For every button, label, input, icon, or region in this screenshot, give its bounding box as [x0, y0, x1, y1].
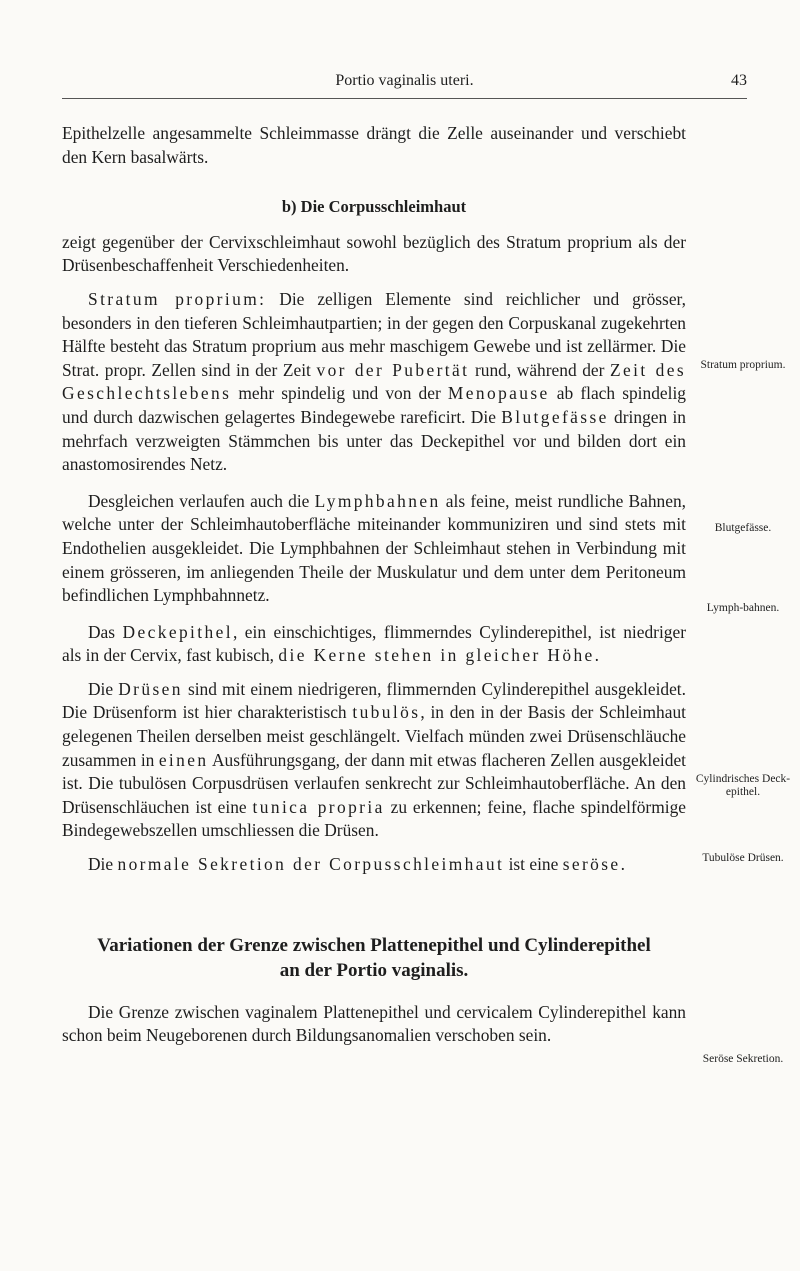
- page-header: [62, 70, 747, 99]
- emphasized-text: seröse: [562, 854, 621, 875]
- text-run: , ein einschichtiges, flimmerndes Cylinderepithel, ist niedriger als in der Cervix, fast kubisch,: [62, 621, 686, 666]
- emphasized-text: Lymphbahnen: [314, 490, 441, 511]
- page-number: 43: [731, 72, 747, 89]
- paragraph-grenze: Die Grenze zwischen vaginalem Plattenepithel und cervicalem Cylinderepithel kann schon beim Neugeborenen durch Bildungsanomalien verschoben sein.: [62, 1001, 686, 1046]
- paragraph-deckepithel: [62, 621, 686, 668]
- emphasized-text: Blutgefässe: [501, 406, 609, 427]
- emphasized-text: Stratum proprium:: [88, 288, 267, 309]
- emphasized-text: normale Sekretion der Corpusschleimhaut: [117, 854, 505, 875]
- emphasized-text: einen: [158, 749, 209, 770]
- margin-note-sekretion: Seröse Sekretion.: [702, 1053, 784, 1065]
- emphasized-text: Menopause: [447, 383, 550, 404]
- section-title: [62, 933, 686, 983]
- margin-note-druesen: Tubulöse Drüsen.: [702, 852, 784, 864]
- text-run: Die: [88, 854, 118, 875]
- paragraph-druesen: [62, 678, 686, 843]
- margin-note-blutgefaesse: Blutgefässe.: [714, 522, 772, 534]
- margin-note-lymphbahnen: Lymph-bahnen.: [706, 602, 780, 614]
- text-run: ab flach spindelig und durch dazwischen gelagertes Bindegewebe rareficirt. Die: [62, 383, 686, 427]
- text-run: .: [620, 854, 625, 875]
- text-run: mehr spindelig und von der: [231, 383, 448, 404]
- text-run: ist eine: [504, 854, 563, 875]
- emphasized-text: Drüsen: [118, 678, 183, 699]
- paragraph-lymphbahnen: [62, 490, 686, 608]
- emphasized-text: tunica propria: [252, 796, 385, 817]
- body-text: [62, 122, 686, 1048]
- text-run: zu erkennen; feine, flache spindelförmige Bindegewebszellen umschliessen die Drüsen.: [62, 796, 686, 841]
- paragraph-stratum-proprium: [62, 288, 686, 477]
- section-title-line-1: Variationen der Grenze zwischen Plattenepithel und Cylinderepithel: [97, 934, 651, 956]
- text-run: Ausführungsgang, der dann mit etwas flacheren Zellen ausgekleidet ist. Die tubulösen Corpusdrüsen verlaufen senkrecht zur Schleimhautoberfläche. An den Drüsenschläuchen ist eine: [62, 749, 686, 817]
- paragraph-corpus: zeigt gegenüber der Cervixschleimhaut sowohl bezüglich des Stratum proprium als der Drüsenbeschaffenheit Verschiedenheiten.: [62, 231, 686, 276]
- text-run: dringen in mehrfach verzweigten Stämmchen bis unter das Deckepithel vor und bilden dort ein anastomosirendes Netz.: [62, 406, 686, 475]
- text-run: als feine, meist rundliche Bahnen, welche unter der Schleimhautoberfläche miteinander kommuniziren und sind stets mit Endothelien ausgekleidet. Die Lymphbahnen der Schleimhaut stehen in Verbindung mit einem grösseren, im anliegenden Theile der Muskulatur und dem unter dem Peritoneum befindlichen Lymphbahnnetz.: [62, 490, 687, 606]
- section-title-line-2: an der Portio vaginalis.: [279, 959, 469, 981]
- margin-note-cylinderepithel: Cylindrisches Deck-epithel.: [695, 773, 791, 798]
- text-run: sind mit einem niedrigeren, flimmernden Cylinderepithel ausgekleidet. Die Drüsenform ist hier charakteristisch: [62, 678, 686, 723]
- emphasized-text: die Kerne stehen in gleicher Höhe: [278, 645, 595, 666]
- emphasized-text: Zeit des Geschlechtslebens: [62, 359, 686, 404]
- margin-note-stratum: Stratum proprium.: [700, 359, 786, 371]
- text-run: Das: [88, 621, 123, 642]
- paragraph-sekretion: [62, 853, 686, 877]
- subheading-corpusschleimhaut: b) Die Corpusschleimhaut: [281, 197, 467, 217]
- text-run: Desgleichen verlaufen auch die: [88, 490, 315, 511]
- text-run: rund, während der: [469, 359, 611, 380]
- emphasized-text: Deckepithel: [122, 621, 233, 642]
- text-run: Die: [88, 678, 119, 699]
- emphasized-text: tubulös: [352, 702, 421, 723]
- text-run: .: [594, 645, 600, 666]
- paragraph-intro: Epithelzelle angesammelte Schleimmasse drängt die Zelle auseinander und verschiebt den Kern basalwärts.: [62, 123, 686, 167]
- text-run: , in den in der Basis der Schleimhaut gelegenen Theilen derselben meist geschlängelt. Vielfach münden zwei Drüsenschläuche zusammen in: [62, 702, 686, 770]
- text-run: Die zelligen Elemente sind reichlicher und grösser, besonders in den tieferen Schleimhautpartien; in der gegen den Corpuskanal zugekehrten Hälfte besteht das Stratum proprium aus mehr maschigem Gewebe und ist zellärmer. Die Strat. propr. Zellen sind in der Zeit: [62, 288, 686, 380]
- running-title: Portio vaginalis uteri.: [335, 72, 474, 89]
- emphasized-text: vor der Pubertät: [316, 359, 470, 380]
